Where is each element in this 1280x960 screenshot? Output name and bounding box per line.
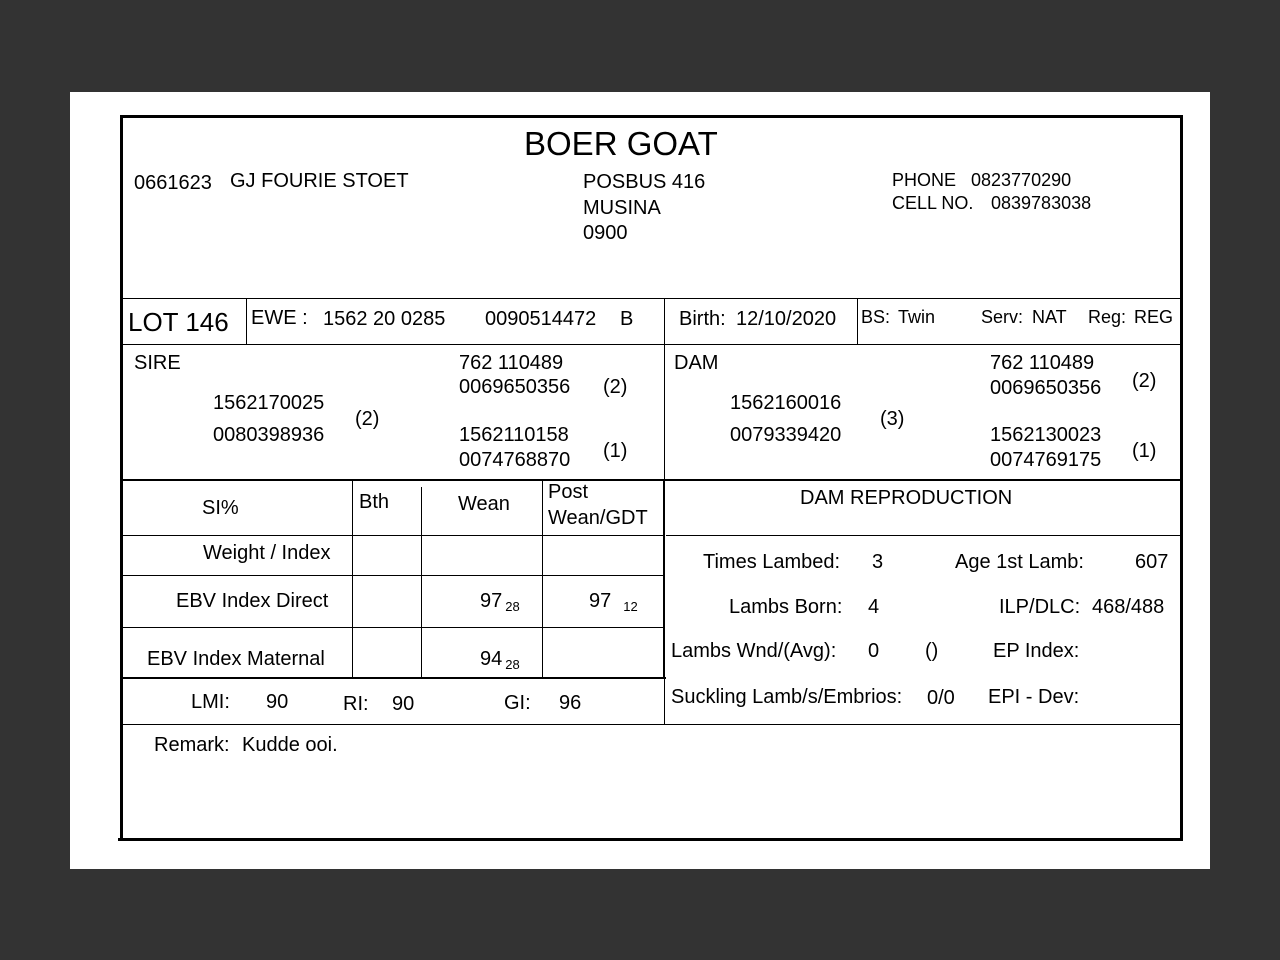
direct-wean-number: 97 [480,590,503,612]
remark-text: Kudde ooi. [242,734,338,756]
rule-lot-bottom [122,344,1180,345]
rule-perf-weight [122,575,664,576]
suckling-label: Suckling Lamb/s/Embrios: [671,686,903,708]
rule-perf-bottom [122,677,666,679]
rule-perf-right [663,481,665,678]
direct-post-number: 97 [589,590,612,612]
lambs-weaned-label: Lambs Wnd/(Avg): [671,640,837,662]
dam-number: 0079339420 [730,424,842,446]
remark-label: Remark: [154,734,230,756]
rule-col-wean [421,487,422,677]
col-post-line-1: Post [548,481,589,503]
times-lambed-label: Times Lambed: [703,551,841,573]
ilp-dlc-value: 468/488 [1092,596,1165,618]
reg-label: Reg: [1088,307,1127,327]
lambs-born-value: 4 [868,596,880,618]
cell-label: CELL NO. [892,193,974,213]
ewe-grade: B [620,308,634,330]
sire-dam-id: 1562110158 [459,424,569,446]
bs-label: BS: [861,307,891,327]
gi-value: 96 [559,692,582,714]
ri-label: RI: [343,693,369,715]
direct-wean-subscript: 28 [505,599,520,614]
address-line-1: POSBUS 416 [583,171,706,193]
sire-sire-count: (2) [603,376,628,398]
birth-label: Birth: [679,308,726,330]
border-top [120,115,1183,118]
phone-number: 0823770290 [971,170,1072,190]
repro-title: DAM REPRODUCTION [800,487,1013,509]
registration: REG [1134,307,1174,327]
ep-index-label: EP Index: [993,640,1080,662]
col-bth: Bth [359,491,390,513]
age-first-lamb-value: 607 [1135,551,1169,573]
dam-sire-count: (2) [1132,370,1157,392]
col-wean: Wean [458,493,510,515]
row-ebv-direct: EBV Index Direct [176,590,329,612]
dam-sire-number: 0069650356 [990,377,1102,399]
dam-dam-id: 1562130023 [990,424,1102,446]
serv-label: Serv: [981,307,1024,327]
lot-number: LOT 146 [128,307,229,337]
rule-pedigree-bottom [122,479,1180,481]
ewe-number: 0090514472 [485,308,597,330]
border-right [1180,115,1183,841]
maternal-wean-subscript: 28 [505,657,520,672]
ri-value: 90 [392,693,415,715]
direct-wean-value [480,590,520,614]
address-line-2: MUSINA [583,197,661,219]
ewe-id: 1562 20 0285 [323,308,446,330]
sire-sire-id: 762 110489 [459,352,564,374]
dam-dam-count: (1) [1132,440,1157,462]
si-percent-label: SI% [202,497,239,519]
rule-perf-direct [122,627,664,628]
lambs-weaned-average: () [925,640,939,662]
border-bottom [118,838,1181,841]
sire-sire-number: 0069650356 [459,376,571,398]
row-weight-index: Weight / Index [203,542,331,564]
lmi-label: LMI: [191,691,230,713]
birth-status: Twin [898,307,936,327]
rule-col-post [542,481,543,677]
sire-dam-count: (1) [603,440,628,462]
rule-lot-divider [246,298,247,344]
breeder-name: GJ FOURIE STOET [230,170,409,192]
sire-id: 1562170025 [213,392,325,414]
direct-post-value [589,590,638,614]
sire-number: 0080398936 [213,424,325,446]
border-left [120,115,123,841]
ilp-dlc-label: ILP/DLC: [999,596,1081,618]
dam-dam-number: 0074769175 [990,449,1102,471]
dam-id: 1562160016 [730,392,842,414]
card-title: BOER GOAT [524,125,718,162]
dam-count: (3) [880,408,905,430]
address-line-3: 0900 [583,222,628,244]
times-lambed-value: 3 [872,551,884,573]
rule-birth-divider [857,298,858,344]
birth-date: 12/10/2020 [736,308,837,330]
rule-repro-head [666,535,1180,536]
sire-count: (2) [355,408,380,430]
maternal-wean-number: 94 [480,648,503,670]
lambs-weaned-value: 0 [868,640,880,662]
epi-dev-label: EPI - Dev: [988,686,1080,708]
maternal-wean-value [480,648,520,672]
cell-number: 0839783038 [991,193,1092,213]
sire-label: SIRE [134,352,181,374]
direct-post-subscript: 12 [623,599,638,614]
lmi-value: 90 [266,691,289,713]
dam-sire-id: 762 110489 [990,352,1095,374]
age-first-lamb-label: Age 1st Lamb: [955,551,1084,573]
ewe-label: EWE : [251,307,308,329]
rule-perf-head [122,535,664,536]
rule-lot-top [122,298,1180,299]
sire-dam-number: 0074768870 [459,449,571,471]
phone-label: PHONE [892,170,957,190]
rule-col-bth [352,481,353,677]
service-type: NAT [1032,307,1067,327]
dam-label: DAM [674,352,719,374]
col-post-line-2: Wean/GDT [548,507,648,529]
row-ebv-maternal: EBV Index Maternal [147,648,325,670]
rule-remark-top [122,724,1180,725]
lambs-born-label: Lambs Born: [729,596,843,618]
member-number: 0661623 [134,172,212,194]
gi-label: GI: [504,692,531,714]
suckling-value: 0/0 [927,687,955,709]
